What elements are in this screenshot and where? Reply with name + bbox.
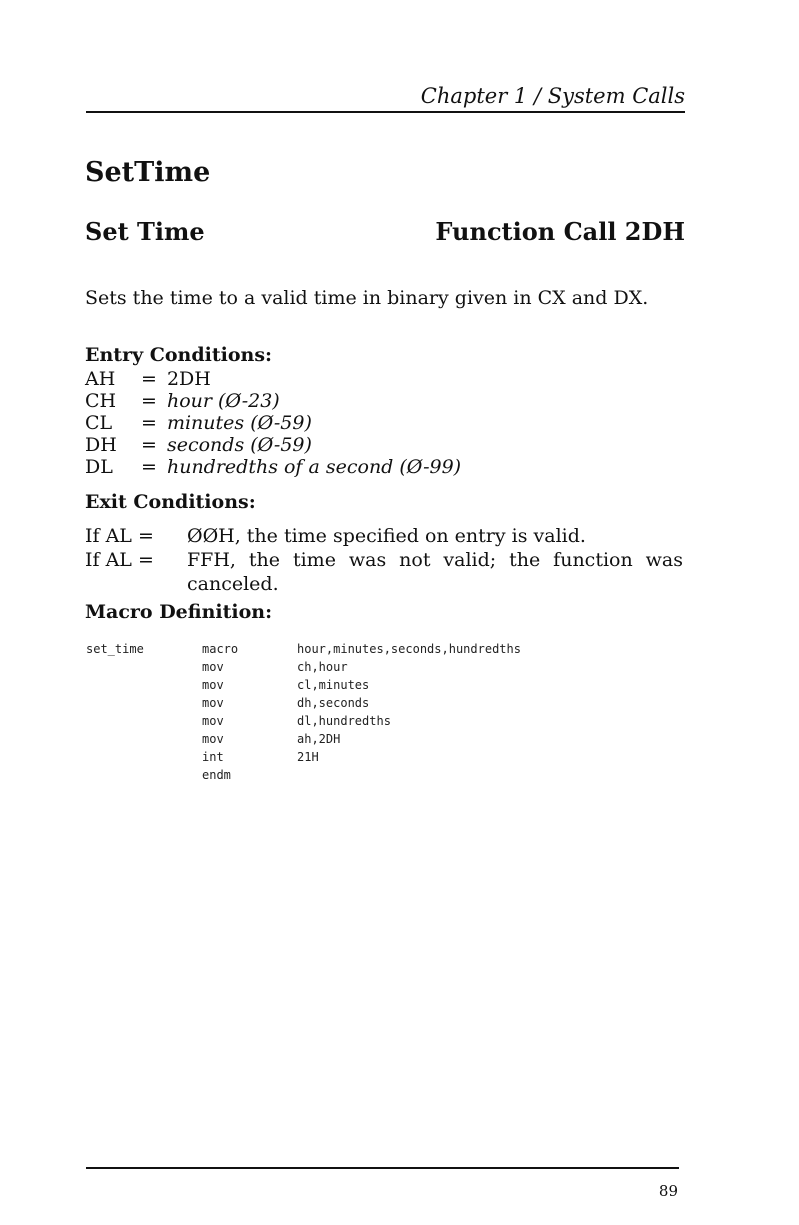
code-opcode: mov [202, 714, 224, 728]
register-name: CL [85, 412, 113, 434]
register-name: DL [85, 456, 113, 478]
code-opcode: mov [202, 660, 224, 674]
code-operands: dh,seconds [297, 696, 370, 710]
code-label [86, 676, 202, 694]
register-value: hour (Ø-23) [166, 390, 280, 412]
code-line [86, 676, 521, 694]
code-line [86, 694, 521, 712]
code-label [86, 730, 202, 748]
exit-conditions-heading: Exit Conditions: [85, 491, 256, 513]
equals-sign: = [141, 412, 163, 434]
code-opcode: mov [202, 678, 224, 692]
code-opcode: mov [202, 732, 224, 746]
macro-code-block [86, 640, 521, 784]
code-line [86, 730, 521, 748]
register-value: 2DH [166, 368, 211, 390]
code-line [86, 658, 521, 676]
code-operands: 21H [297, 750, 319, 764]
equals-sign: = [141, 434, 163, 456]
code-line [86, 640, 521, 658]
code-opcode: mov [202, 696, 224, 710]
entry-conditions-heading: Entry Conditions: [85, 344, 273, 366]
footer-rule [86, 1167, 679, 1169]
entry-condition-row [85, 412, 461, 434]
exit-conditions-list [85, 524, 683, 596]
code-operands: cl,minutes [297, 678, 370, 692]
equals-sign: = [141, 390, 163, 412]
entry-conditions-list [85, 368, 461, 478]
code-operands: ah,2DH [297, 732, 341, 746]
exit-condition-test: If AL = [85, 549, 160, 571]
code-label: set_time [86, 642, 144, 656]
code-opcode: macro [202, 642, 239, 656]
code-opcode: endm [202, 768, 231, 782]
exit-condition-text: FFH, the time was not valid; the function was canceled. [187, 549, 683, 595]
page-number: 89 [658, 1182, 678, 1200]
function-name: Set Time [85, 217, 205, 246]
header-rule [86, 111, 685, 113]
code-label [86, 712, 202, 730]
code-operands: ch,hour [297, 660, 348, 674]
register-name: CH [85, 390, 117, 412]
entry-condition-row [85, 434, 461, 456]
description: Sets the time to a valid time in binary given in CX and DX. [85, 287, 649, 309]
code-operands: hour,minutes,seconds,hundredths [297, 642, 521, 656]
code-operands: dl,hundredths [297, 714, 391, 728]
code-opcode: int [202, 750, 224, 764]
exit-condition-row [85, 524, 683, 548]
macro-definition-heading: Macro Definition: [85, 601, 273, 623]
exit-condition-test: If AL = [85, 525, 160, 547]
code-label [86, 766, 202, 784]
code-label [86, 748, 202, 766]
function-call-number: Function Call 2DH [435, 217, 685, 246]
code-line [86, 766, 521, 784]
code-label [86, 694, 202, 712]
chapter-header: Chapter 1 / System Calls [420, 84, 685, 108]
code-line [86, 712, 521, 730]
register-name: DH [85, 434, 117, 456]
exit-condition-row [85, 548, 683, 596]
entry-condition-row [85, 390, 461, 412]
code-label [86, 658, 202, 676]
code-line [86, 748, 521, 766]
entry-condition-row [85, 456, 461, 478]
register-value: seconds (Ø-59) [166, 434, 312, 456]
entry-condition-row [85, 368, 461, 390]
equals-sign: = [141, 368, 163, 390]
page-title: SetTime [85, 157, 211, 188]
exit-condition-text: ØØH, the time specified on entry is valid. [187, 525, 586, 547]
register-value: hundredths of a second (Ø-99) [166, 456, 462, 478]
equals-sign: = [141, 456, 163, 478]
register-name: AH [85, 368, 116, 390]
register-value: minutes (Ø-59) [166, 412, 312, 434]
